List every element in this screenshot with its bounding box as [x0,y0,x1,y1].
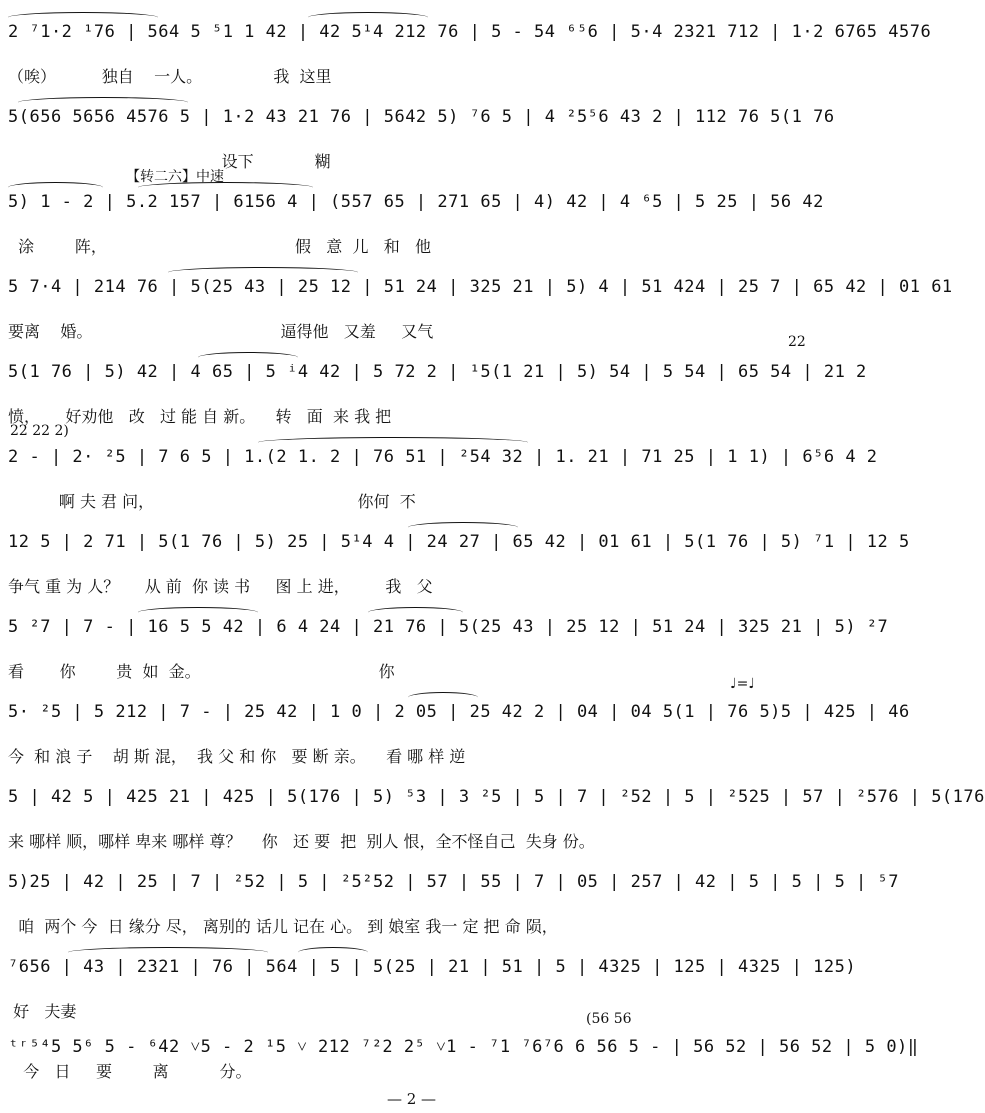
lyric-line: 争气 重 为 人？ 从 前 你 读 书 图 上 进， 我 父 [8,577,433,596]
lyric-line: 咱 两个 今 日 缘分 尽， 离别的 话儿 记在 心。 到 娘室 我一 定 把 命 陨， [8,917,558,936]
grace-note-mark: 22 [788,334,806,350]
notation-line: 5 | 42 5 | 425 21 | 425 | 5(176 | 5) ⁵3 | 3 ²5 | 5 | 7 | ²52 | 5 | ²525 | 57 | ²576 | 5(176 [8,787,985,807]
tempo-change-mark: 【转二六】中速 [126,169,224,185]
notation-line: 5(1 76 | 5) 42 | 4 65 | 5 ⁱ4 42 | 5 72 2 | ¹5(1 21 | 5) 54 | 5 54 | 65 54 | 21 2 [8,362,867,382]
slur [68,947,268,958]
slur [298,947,368,958]
notation-line: 5· ²5 | 5 212 | 7 - | 25 42 | 1 0 | 2 05 | 25 42 2 | 04 | 04 5(1 | 76 5)5 | 425 | 46 [8,702,910,722]
notation-line: 12 5 | 2 71 | 5(1 76 | 5) 25 | 5¹4 4 | 24 27 | 65 42 | 01 61 | 5(1 76 | 5) ⁷1 | 12 5 [8,532,910,552]
lyric-line: （唉） 独自 一人。 我 这里 [8,67,332,86]
lyric-line: 看 你 贵 如 金。 你 [8,662,395,681]
notation-line: 5 7·4 | 214 76 | 5(25 43 | 25 12 | 51 24 | 325 21 | 5) 4 | 51 424 | 25 7 | 65 42 | 01 61 [8,277,953,297]
slur [198,352,298,363]
notation-line: ⁷656 | 43 | 2321 | 76 | 564 | 5 | 5(25 | 21 | 51 | 5 | 4325 | 125 | 4325 | 125) [8,957,857,977]
slur [408,522,518,533]
slur [18,97,188,108]
notation-line: 5)25 | 42 | 25 | 7 | ²52 | 5 | ²5²52 | 57 | 55 | 7 | 05 | 257 | 42 | 5 | 5 | 5 | ⁵7 [8,872,899,892]
slur [308,12,428,23]
slur [408,692,478,703]
lyric-line: 今 和 浪 子 胡 斯 混， 我 父 和 你 要 断 亲。 看 哪 样 逆 [8,747,466,766]
notation-line: 5 ²7 | 7 - | 16 5 5 42 | 6 4 24 | 21 76 | 5(25 43 | 25 12 | 51 24 | 325 21 | 5) ²7 [8,617,889,637]
slur [138,182,313,193]
notation-line: 2 - | 2· ²5 | 7 6 5 | 1.(2 1. 2 | 76 51 | ²54 32 | 1. 21 | 71 25 | 1 1) | 6⁵6 4 2 [8,447,878,467]
grace-note-mark: (56 56 [586,1011,632,1027]
notation-line: 2 ⁷1·2 ¹76 | 564 5 ⁵1 1 42 | 42 5¹4 212 76 | 5 - 54 ⁶⁵6 | 5·4 2321 712 | 1·2 6765 4576 [8,22,932,42]
slur [168,267,358,278]
slur [8,12,158,23]
lyric-line: 好 夫妻 [8,1002,77,1021]
lyric-line: 啊 夫 君 问， 你何 不 [8,492,416,511]
notation-line: 5(656 5656 4576 5 | 1·2 43 21 76 | 5642 5) ⁷6 5 | 4 ²5⁵6 43 2 | 112 76 5(1 76 [8,107,835,127]
lyric-line: 来 哪样 顺，哪样 卑来 哪样 尊？ 你 还 要 把 别人 恨，全不怪自己 失身 份。 [8,832,595,851]
slur [258,437,528,448]
slur [8,182,103,193]
lyric-line: 涂 阵， 假 意 儿 和 他 [8,237,431,256]
notation-line: 5) 1 - 2 | 5.2 157 | 6156 4 | (557 65 | 271 65 | 4) 42 | 4 ⁶5 | 5 25 | 56 42 [8,192,824,212]
notation-line: ᵗʳ⁵⁴5 5⁶ 5 - ⁶42 ˅5 - 2 ¹5 ˅ 212 ⁷²2 2⁵ ˅1 - ⁷1 ⁷6⁷6 6 56 5 - | 56 52 | 56 52 | 5 0)‖ [8,1037,919,1057]
slur [368,607,463,618]
lyric-line: 愤， 好劝他 改 过 能 自 新。 转 面 来 我 把 [8,407,392,426]
lyric-line: 今 日 要 离 分。 [8,1062,252,1081]
lyric-line: 设下 糊 [8,152,331,171]
lyric-line: 要离 婚。 逼得他 又羞 又气 [8,322,434,341]
page-number: — 2 — [386,1090,437,1108]
grace-note-mark: 22 22 2) [10,423,69,439]
tempo-mark: ♩=♩ [730,676,755,692]
slur [138,607,258,618]
